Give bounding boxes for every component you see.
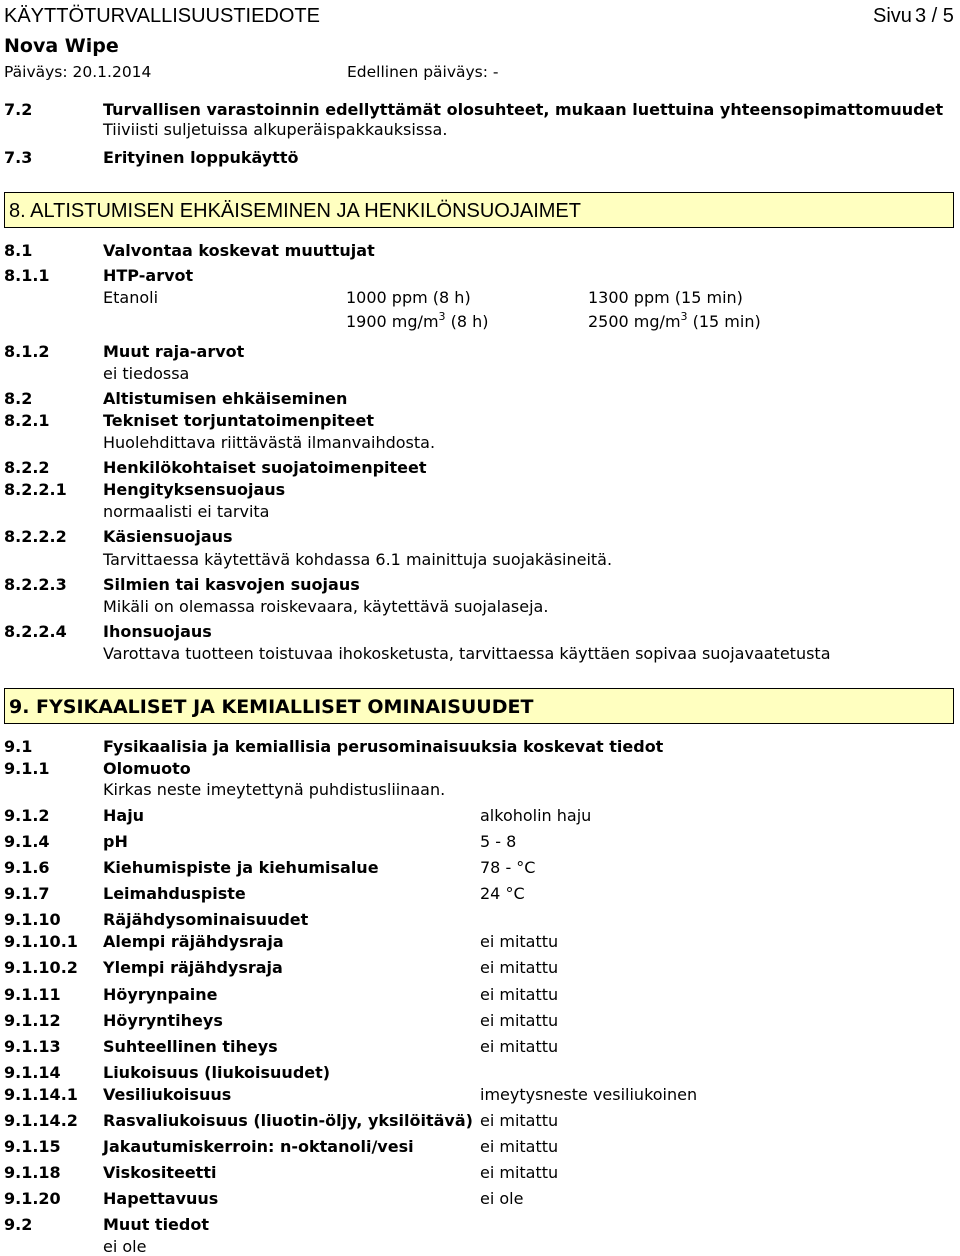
property-value: imeytysneste vesiliukoinen: [480, 1085, 698, 1104]
paragraph: Huolehdittava riittävästä ilmanvaihdosta.: [103, 433, 436, 452]
section-number: 8.1.1: [4, 266, 50, 285]
property-label: Leimahduspiste: [103, 884, 246, 903]
property-number: 9.1.13: [4, 1037, 61, 1056]
paragraph: Varottava tuotteen toistuvaa ihokosketusta, tarvittaessa käyttäen sopivaa suojavaatetusta: [103, 644, 831, 663]
subsection-title: Tekniset torjuntatoimenpiteet: [103, 411, 374, 430]
date-label: Päiväys: 20.1.2014: [4, 63, 152, 81]
property-value: alkoholin haju: [480, 806, 592, 825]
paragraph: ei ole: [103, 1237, 147, 1256]
property-label: Viskositeetti: [103, 1163, 217, 1182]
property-value: ei mitattu: [480, 958, 559, 977]
property-label: Kiehumispiste ja kiehumisalue: [103, 858, 379, 877]
property-value: 5 - 8: [480, 832, 517, 851]
section-number: 7.2: [4, 100, 33, 119]
subsection-title: Fysikaalisia ja kemiallisia perusominaisuuksia koskevat tiedot: [103, 737, 664, 756]
property-value: 24 °C: [480, 884, 525, 903]
property-number: 9.1.11: [4, 985, 61, 1004]
property-number: 9.1.20: [4, 1189, 61, 1208]
property-number: 9.1.10.1: [4, 932, 78, 951]
section-title: 8. ALTISTUMISEN EHKÄISEMINEN JA HENKILÖNSUOJAIMET: [9, 200, 581, 222]
subsection-title: Erityinen loppukäyttö: [103, 148, 299, 167]
property-label: Jakautumiskerroin: n-oktanoli/vesi: [103, 1137, 414, 1156]
section-number: 7.3: [4, 148, 33, 167]
property-value: ei mitattu: [480, 1011, 559, 1030]
property-label: Vesiliukoisuus: [103, 1085, 232, 1104]
property-number: 9.1.15: [4, 1137, 61, 1156]
property-number: 9.1.12: [4, 1011, 61, 1030]
product-name: Nova Wipe: [4, 35, 119, 57]
paragraph: Tarvittaessa käytettävä kohdassa 6.1 mainittuja suojakäsineitä.: [103, 550, 613, 569]
property-label: Suhteellinen tiheys: [103, 1037, 278, 1056]
subsection-title: Turvallisen varastoinnin edellyttämät olosuhteet, mukaan luettuina yhteensopimattomuudet: [103, 100, 944, 119]
property-value: ei mitattu: [480, 1163, 559, 1182]
htp-value: 1300 ppm (15 min): [588, 288, 743, 307]
paragraph: Tiiviisti suljetuissa alkuperäispakkauksissa.: [103, 120, 448, 139]
property-label: Rasvaliukoisuus (liuotin-öljy, yksilöitävä): [103, 1111, 473, 1130]
property-label: Liukoisuus (liukoisuudet): [103, 1063, 331, 1082]
property-number: 9.1.10.2: [4, 958, 78, 977]
htp-value: 2500 $mg/m^3$ (15 min): [588, 310, 761, 331]
property-number: 9.1.2: [4, 806, 50, 825]
property-number: 9.1.14.1: [4, 1085, 78, 1104]
subsection-title: Valvontaa koskevat muuttujat: [103, 241, 375, 260]
subsection-title: Käsiensuojaus: [103, 527, 233, 546]
property-label: Haju: [103, 806, 145, 825]
property-value: ei mitattu: [480, 1111, 559, 1130]
subsection-title: Muut raja-arvot: [103, 342, 245, 361]
section-number: 8.2.1: [4, 411, 50, 430]
property-value: 78 - °C: [480, 858, 536, 877]
section-number: 9.1: [4, 737, 33, 756]
htp-value: 1000 ppm (8 h): [346, 288, 471, 307]
subsection-title: HTP-arvot: [103, 266, 194, 285]
property-number: 9.1.14.2: [4, 1111, 78, 1130]
section-number: 8.2: [4, 389, 33, 408]
subsection-title: Altistumisen ehkäiseminen: [103, 389, 348, 408]
property-value: ei mitattu: [480, 985, 559, 1004]
section-title: 9. FYSIKAALISET JA KEMIALLISET OMINAISUUDET: [9, 696, 534, 718]
property-number: 9.1.10: [4, 910, 61, 929]
property-number: 9.1.7: [4, 884, 50, 903]
section-9-header: [4, 688, 954, 724]
subsection-title: Hengityksensuojaus: [103, 480, 286, 499]
subsection-title: Henkilökohtaiset suojatoimenpiteet: [103, 458, 427, 477]
property-number: 9.1.14: [4, 1063, 61, 1082]
property-value: ei mitattu: [480, 1137, 559, 1156]
page-number: 3 / 5: [915, 5, 954, 27]
property-value: ei mitattu: [480, 932, 559, 951]
paragraph: normaalisti ei tarvita: [103, 502, 270, 521]
section-number: 8.2.2.1: [4, 480, 67, 499]
subsection-title: Olomuoto: [103, 759, 191, 778]
subsection-title: Silmien tai kasvojen suojaus: [103, 575, 360, 594]
property-label: Ylempi räjähdysraja: [103, 958, 283, 977]
page-label: Sivu: [873, 5, 912, 27]
htp-value: 1900 $mg/m^3$ (8 h): [346, 310, 489, 331]
property-label: Höyryntiheys: [103, 1011, 223, 1030]
property-number: 9.1.6: [4, 858, 50, 877]
section-number: 9.1.1: [4, 759, 50, 778]
section-number: 8.1.2: [4, 342, 50, 361]
property-label: Hapettavuus: [103, 1189, 219, 1208]
section-number: 8.2.2.4: [4, 622, 67, 641]
section-number: 8.2.2.2: [4, 527, 67, 546]
property-number: 9.1.4: [4, 832, 50, 851]
previous-date-label: Edellinen päiväys: -: [347, 63, 499, 81]
paragraph: Mikäli on olemassa roiskevaara, käytettävä suojalaseja.: [103, 597, 549, 616]
property-label: Höyrynpaine: [103, 985, 218, 1004]
property-value: ei ole: [480, 1189, 524, 1208]
subsection-title: Muut tiedot: [103, 1215, 209, 1234]
subsection-title: Ihonsuojaus: [103, 622, 212, 641]
section-8-header: [4, 192, 954, 228]
section-number: 8.2.2: [4, 458, 50, 477]
paragraph: Kirkas neste imeytettynä puhdistusliinaan.: [103, 780, 446, 799]
property-label: Räjähdysominaisuudet: [103, 910, 309, 929]
section-number: 9.2: [4, 1215, 33, 1234]
paragraph: ei tiedossa: [103, 364, 190, 383]
substance-name: Etanoli: [103, 288, 159, 307]
property-number: 9.1.18: [4, 1163, 61, 1182]
section-number: 8.1: [4, 241, 33, 260]
section-number: 8.2.2.3: [4, 575, 67, 594]
document-title: KÄYTTÖTURVALLISUUSTIEDOTE: [4, 5, 320, 27]
property-label: Alempi räjähdysraja: [103, 932, 284, 951]
property-label: pH: [103, 832, 128, 851]
property-value: ei mitattu: [480, 1037, 559, 1056]
